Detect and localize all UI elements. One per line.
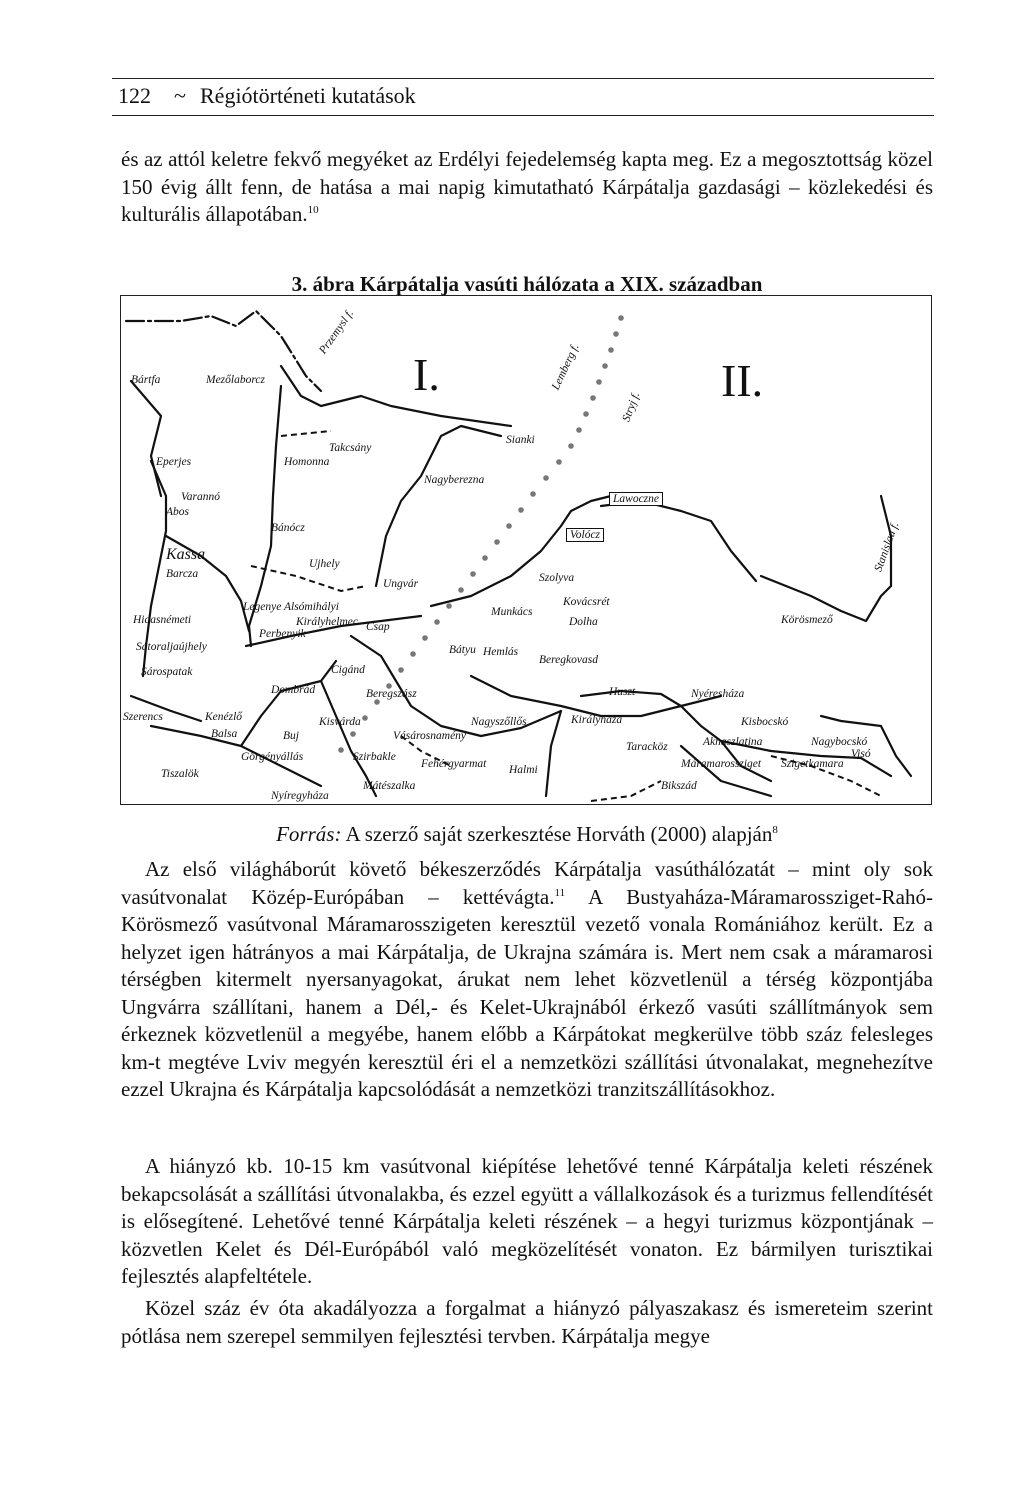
- body-paragraph-1: [121, 856, 933, 1104]
- map-label-nyiregyhaza: Nyíregyháza: [271, 790, 329, 802]
- map-label-kovacsret: Kovácsrét: [563, 596, 610, 608]
- map-label-halmi: Halmi: [509, 764, 538, 776]
- figure-title: 3. ábra Kárpátalja vasúti hálózata a XIX. században: [291, 272, 763, 296]
- map-label-bartfa: Bártfa: [131, 374, 161, 386]
- map-label-nagyszollos: Nagyszőllős: [471, 716, 527, 728]
- map-label-takcsany: Takcsány: [329, 442, 372, 454]
- map-label-bikszad: Bikszád: [661, 780, 697, 792]
- map-label-abos: Abos: [166, 506, 189, 518]
- map-label-viso: Visó: [851, 748, 871, 760]
- page-number: 122: [118, 83, 151, 108]
- map-label-homonna: Homonna: [284, 456, 330, 468]
- map-label-perbenyik: Perbenyik: [259, 628, 306, 640]
- map-label-kisbocsko: Kisbocskó: [741, 716, 789, 728]
- map-label-cigand: Cigánd: [331, 664, 365, 676]
- region-label-left: I.: [413, 349, 440, 400]
- map-label-beregkovasd: Beregkovasd: [539, 654, 598, 666]
- intro-paragraph: [121, 146, 933, 229]
- railway-map: [120, 295, 932, 805]
- map-label-sarospatak: Sárospatak: [141, 666, 193, 678]
- map-label-gorgenyallas: Görgényállás: [241, 751, 304, 763]
- body-paragraph-2: [121, 1153, 933, 1291]
- p1-text-b: A Bustyaháza-Máramarossziget-Rahó- Körösmező vasútvonal Máramarosszigeten keresztül vezető vonala Romániához került. Ez a helyzet igen hátrányos a mai Kárpátalja, de Ukrajna számára is. Mert nem csak a máramarosi térségben kitermelt nyersanyagokat, árukat nem lehet közvetlenül a térség központjába Ungvárra szállítani, hanem a Dél,- és Kelet-Ukrajnából érkező vasúti szállítmányok sem érkeznek közvetlenül a megyébe, hanem előbb a Kárpátokat megkerülve több száz felesleges km-t megtéve Lviv megyén keresztül éri el a nemzetközi szállítási útvonalakat, megnehezítve ezzel Ukrajna és Kárpátalja kapcsolódását a nemzetközi tranzitszállításokhoz.: [121, 884, 933, 1101]
- map-label-volocz: Volócz: [566, 528, 604, 542]
- footnote-ref: 10: [307, 204, 319, 216]
- map-label-barcza: Barcza: [166, 568, 199, 580]
- map-label-nyeresháza: Nyéresháza: [691, 688, 745, 700]
- map-label-kiralyhaza: Királyháza: [571, 714, 623, 726]
- source-label: Forrás:: [276, 822, 342, 846]
- map-label-kisvarda: Kisvárda: [319, 716, 361, 728]
- header-separator: ~: [174, 83, 186, 108]
- map-label-ujhely: Ujhely: [309, 558, 340, 570]
- map-label-mezolaborcz: Mezőlaborcz: [206, 374, 265, 386]
- running-header: [112, 78, 934, 116]
- map-label-taracko: Taracköz: [626, 741, 668, 753]
- map-label-stryj: Stryj f.: [620, 390, 643, 424]
- intro-text: és az attól keletre fekvő megyéket az Erdélyi fejedelemség kapta meg. Ez a megosztottság közel 150 évig állt fenn, de hatása a mai napig kimutatható Kárpátalja gazdasági – közlekedési és kulturális állapotában.: [121, 147, 933, 226]
- map-label-legenye: Legenye Alsómihályi: [243, 601, 339, 613]
- map-label-tiszalok: Tiszalök: [161, 768, 199, 780]
- map-label-lemberg: Lemberg f.: [549, 342, 582, 392]
- map-label-beregszasz: Beregszász: [366, 688, 417, 700]
- map-label-szigetkamara: Szigetkamara: [781, 758, 844, 770]
- map-label-buj: Buj: [283, 730, 299, 742]
- p2-text: A hiányzó kb. 10-15 km vasútvonal kiépítése lehetővé tenné Kárpátalja keleti részének bekapcsolását a szállítási útvonalakba, és ezzel együtt a vállalkozások és a turizmus fellendítését is elősegítené. Lehetővé tenné Kárpátalja keleti részének – a hegyi turizmus központjának – közvetlen Kelet és Dél-Európából való megközelítését vonaton. Ez bármilyen turisztikai fejlesztés alapfeltétele.: [121, 1154, 933, 1288]
- figure-source: [121, 822, 933, 847]
- source-footnote: 8: [772, 824, 778, 836]
- map-label-nagyberezna: Nagyberezna: [424, 474, 485, 486]
- map-label-nagybocsko: Nagybocskó: [811, 736, 868, 748]
- map-label-ungvar: Ungvár: [383, 578, 419, 590]
- p1-text-a: Az első világháborút követő békeszerződés Kárpátalja vasúthálózatát – mint oly sok vasútvonalat Közép-Európában – kettévágta.: [121, 857, 933, 909]
- map-label-aknaszlatina: Aknaszlatina: [703, 736, 763, 748]
- map-label-csap: Csap: [366, 621, 390, 633]
- map-label-sianki: Sianki: [506, 434, 535, 446]
- map-label-mateszalka: Mátészalka: [363, 780, 416, 792]
- map-label-szerencs: Szerencs: [123, 711, 163, 723]
- source-text: A szerző saját szerkesztése Horváth (2000) alapján: [345, 822, 773, 846]
- map-label-satoraljaujhely: Sátoraljaújhely: [136, 641, 207, 653]
- map-label-hemlas: Hemlás: [483, 646, 519, 658]
- map-label-stanislau: Stanislau f.: [872, 520, 902, 574]
- map-label-munkacs: Munkács: [491, 606, 533, 618]
- map-label-feherkgyarmat: Fehérgyarmat: [421, 758, 487, 770]
- map-label-hidasnemeti: Hidasnémeti: [133, 614, 192, 626]
- map-label-banocz: Bánócz: [271, 522, 305, 534]
- map-label-przemysl: Przemysl f.: [316, 307, 357, 357]
- map-label-maramarossziget: Máramarossziget: [681, 758, 762, 770]
- map-label-bator: Bátyu: [449, 644, 476, 656]
- map-label-huszt: Huszt: [609, 686, 636, 698]
- map-label-kenez: Kenézlő: [205, 711, 243, 723]
- running-title: Régiótörténeti kutatások: [200, 83, 416, 108]
- map-label-vasarosnameny: Vásárosnamény: [393, 730, 467, 742]
- region-label-right: II.: [721, 355, 764, 406]
- map-label-kormezo: Körösmező: [781, 614, 833, 626]
- map-label-dolha: Dolha: [569, 616, 598, 628]
- p1-footnote: 11: [554, 886, 566, 899]
- map-label-kiralyhelmec: Királyhelmec: [296, 616, 358, 628]
- map-label-domborad: Dombrád: [271, 684, 316, 696]
- map-label-kassa: Kassa: [166, 546, 206, 563]
- map-label-eperjes: Eperjes: [156, 456, 192, 468]
- map-label-szirbakle: Szirbakle: [353, 751, 396, 763]
- body-paragraph-3: [121, 1295, 933, 1350]
- map-label-varanno: Varannó: [181, 491, 220, 503]
- p3-text: Közel száz év óta akadályozza a forgalmat a hiányzó pályaszakasz és ismereteim szerint pótlása nem szerepel semmilyen fejlesztési tervben. Kárpátalja megye: [121, 1296, 933, 1348]
- map-label-balsa: Balsa: [211, 728, 238, 740]
- map-label-szolyva: Szolyva: [539, 572, 575, 584]
- map-label-lawoczne: Lawoczne: [609, 492, 663, 506]
